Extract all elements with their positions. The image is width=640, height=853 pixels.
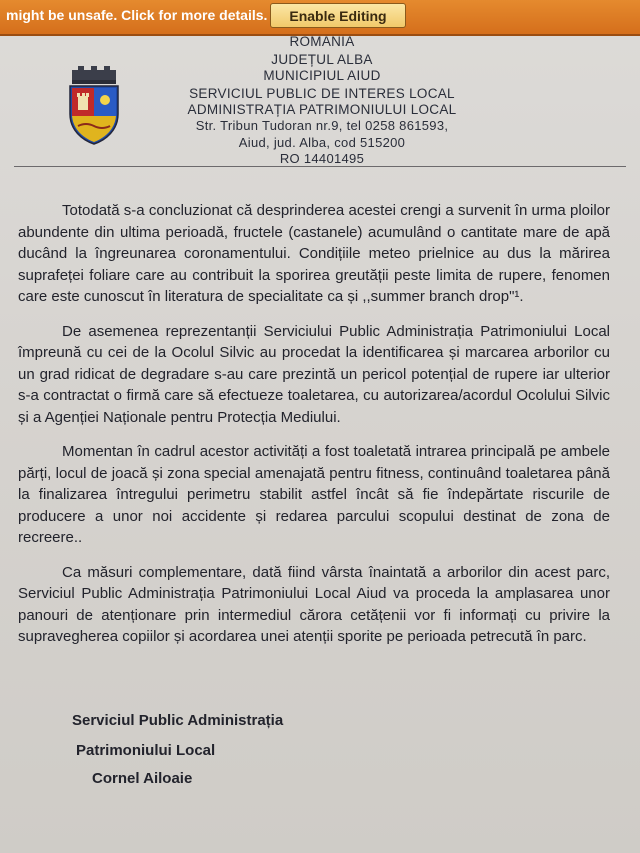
letterhead-address: Str. Tribun Tudoran nr.9, tel 0258 861593, (195, 118, 449, 133)
paragraph-3: Momentan în cadrul acestor activități a fost toaletată intrarea principală pe ambele părți, locul de joacă și zona special amenajată pentru fitness, continuând toaletarea până la finalizarea întregului perimetru stabilit astfel încât să fie îndepărtate riscurile de producere a unor noi accidente și redarea parcului scopului destinat de zona de recreere.. (18, 443, 610, 546)
header-divider (14, 166, 626, 167)
signature-line-1: Serviciul Public Administrația (72, 712, 284, 729)
letter-body (18, 200, 610, 661)
letterhead-service: SERVICIUL PUBLIC DE INTERES LOCAL (189, 86, 455, 101)
paragraph-1: Totodată s-a concluzionat că desprinderea acestei crengi a survenit în urma ploilor abundente din ultima perioadă, fructele (castanele) acumulând o cantitate mare de apă ducând la îngreunarea coronamentului. Condițiile meteo prielnice au dus la mărirea suprafeței foliare care au contribuit la sporirea greutății peste limita de rupere, fenomen care este cunoscut în literatura de specialitate ca și ,,summer branch drop"¹. (18, 202, 610, 305)
paragraph-4: Ca măsuri complementare, dată fiind vârsta înaintată a arborilor din acest parc, Serviciul Public Administrația Patrimoniului Local Aiud va proceda la amplasarea unor panouri de atenționare prin intermediul cărora cetățenii vor fi informați cu privire la supravegherea copiilor și acordarea unei atenții sporite pe perioada petrecută în parc. (18, 563, 610, 645)
letterhead-country: ROMANIA (289, 36, 355, 48)
coat-of-arms-icon (66, 66, 122, 146)
letterhead-municipality: MUNICIPIUL AIUD (263, 68, 381, 83)
signature-name: Cornel Ailoaie (92, 770, 193, 787)
enable-editing-button[interactable]: Enable Editing (270, 3, 406, 28)
letterhead-fiscal-code: RO 14401495 (279, 151, 365, 166)
letterhead-administration: ADMINISTRAȚIA PATRIMONIULUI LOCAL (187, 102, 457, 117)
letterhead-county: JUDEȚUL ALBA (271, 52, 373, 67)
security-message[interactable]: might be unsafe. Click for more details. (6, 7, 268, 23)
letterhead-city: Aiud, jud. Alba, cod 515200 (238, 135, 406, 150)
signature-line-2: Patrimoniului Local (76, 742, 216, 759)
protected-view-bar (0, 0, 640, 36)
paragraph-2: De asemenea reprezentanții Serviciului Public Administrația Patrimoniului Local împreună cu cei de la Ocolul Silvic au procedat la identificarea și marcarea arborilor cu un grad ridicat de degradare s-au care prezintă un pericol potențial de rupere iar ulterior s-a contractat o firmă care să efectueze toaletarea, cu autorizarea/acordul Ocolului Silvic și a Agenției Naționale pentru Protecția Mediului. (18, 322, 610, 426)
